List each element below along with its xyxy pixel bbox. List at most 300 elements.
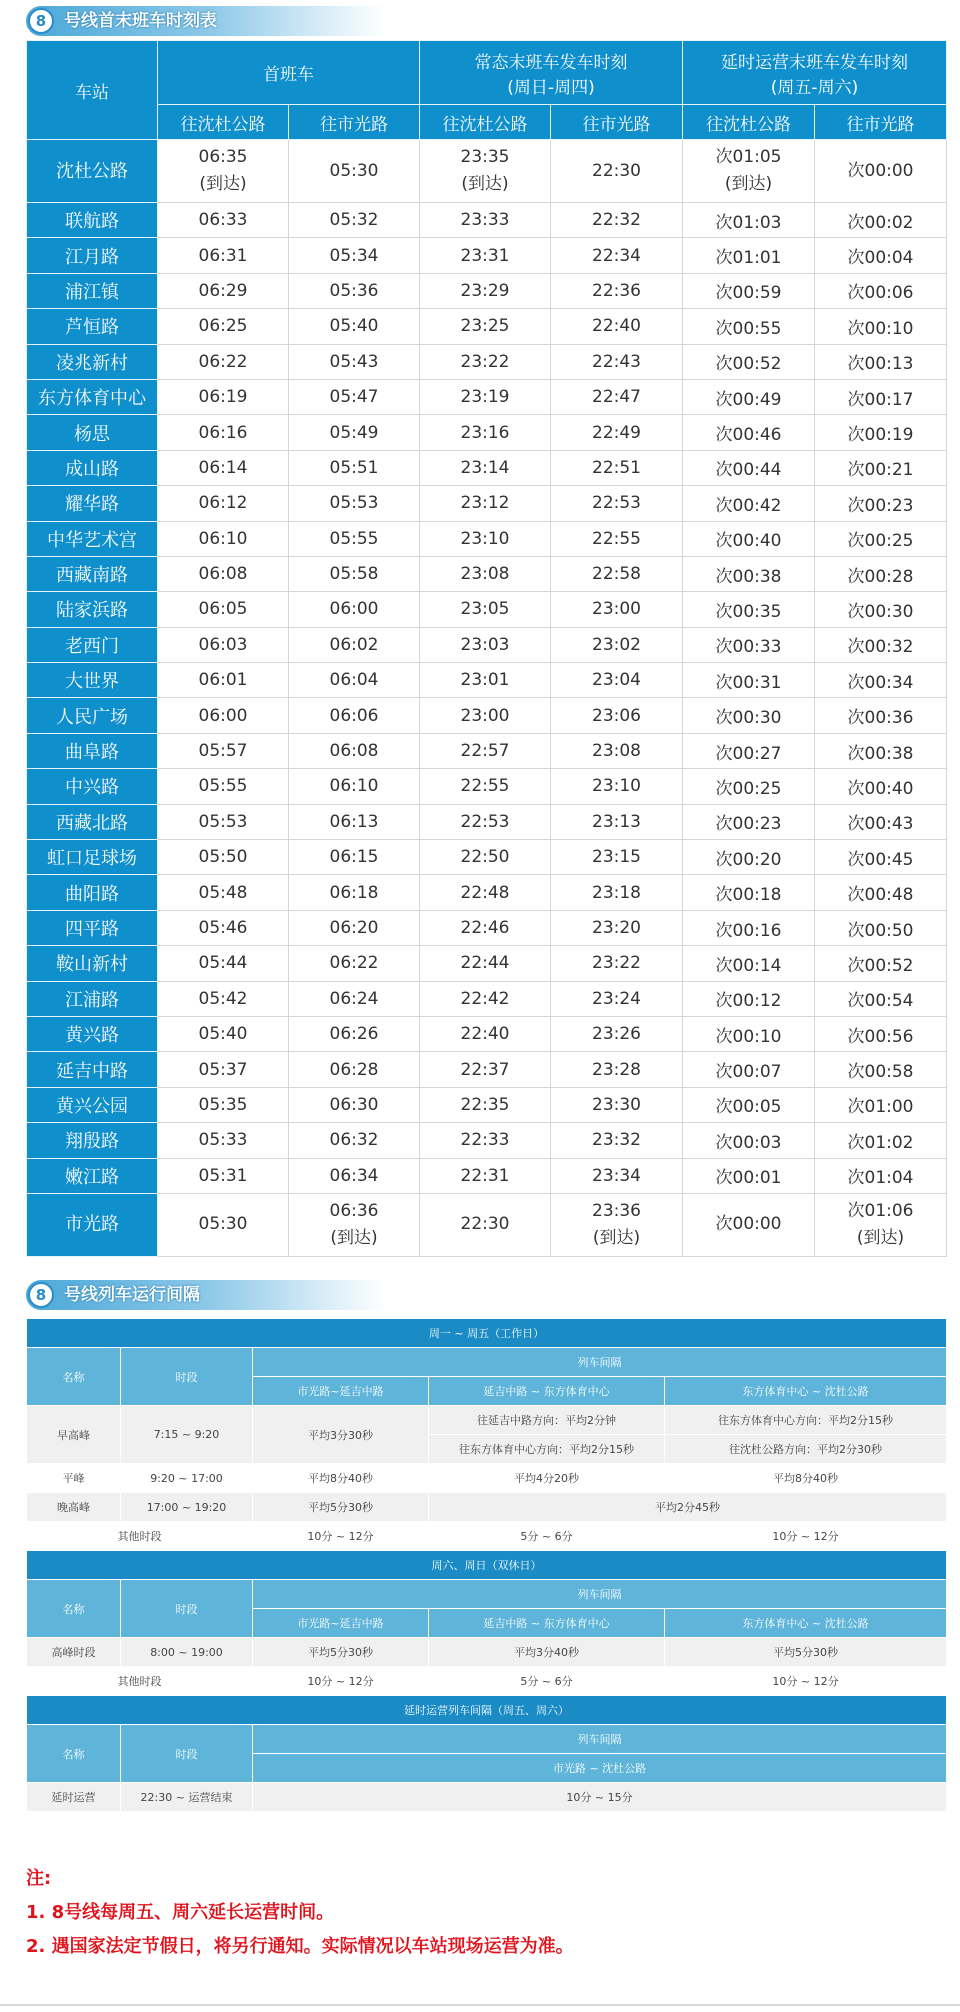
time-cell: [815, 379, 947, 414]
time-cell: [289, 1158, 420, 1193]
pm-peak-name: 晚高峰: [27, 1493, 121, 1522]
time-value: 05:51: [329, 457, 379, 478]
time-value: 23:06: [592, 705, 641, 726]
am-peak-seg3-a: 往东方体育中心方向：平均2分15秒: [665, 1406, 947, 1435]
time-value: 06:26: [329, 1024, 379, 1045]
time-value: 06:02: [329, 634, 379, 655]
am-peak-seg2-a: 往延吉中路方向：平均2分钟: [429, 1406, 665, 1435]
time-cell: [815, 875, 947, 910]
train-interval-table: [26, 1318, 947, 1812]
pm-peak-seg1: 平均5分30秒: [253, 1493, 429, 1522]
table-row: [27, 804, 947, 839]
time-value: 22:57: [460, 741, 510, 762]
time-cell: [551, 238, 683, 273]
time-value: 次00:30: [715, 708, 782, 729]
time-value: 22:50: [460, 847, 510, 868]
weekday-interval-header: 列车间隔: [253, 1348, 947, 1377]
time-cell: [551, 203, 683, 238]
time-cell: [158, 627, 289, 662]
time-cell: [420, 1016, 551, 1051]
time-value: 05:35: [198, 1094, 248, 1115]
mid-time: 9:20 ~ 17:00: [121, 1464, 253, 1493]
timetable-title-bar: [26, 6, 386, 36]
header-extended-last: 延时运营末班车发车时刻 (周五-周六): [683, 41, 947, 105]
time-value: 22:42: [460, 988, 510, 1009]
time-cell: [551, 840, 683, 875]
time-value: 06:10: [329, 776, 379, 797]
time-value: 次00:16: [715, 920, 782, 941]
time-value: 22:33: [460, 1130, 510, 1151]
time-cell: [158, 663, 289, 698]
time-value: 次01:05: [715, 147, 782, 167]
time-cell: [289, 140, 420, 203]
time-cell: [551, 556, 683, 591]
time-cell: [551, 946, 683, 981]
time-value: 次00:50: [847, 920, 914, 941]
time-value: 23:16: [460, 422, 510, 443]
interval-title: 号线列车运行间隔: [64, 1285, 200, 1305]
time-cell: [551, 1158, 683, 1193]
time-value: 次00:45: [847, 849, 914, 870]
header-to-shiguang-2: 往市光路: [551, 105, 683, 140]
time-cell: [158, 910, 289, 945]
station-name: 曲阳路: [27, 875, 158, 910]
time-value: 次00:00: [715, 1214, 782, 1235]
weekday-seg2: 延吉中路 ~ 东方体育中心: [429, 1377, 665, 1406]
time-value: 23:12: [460, 493, 510, 514]
time-value: 次01:00: [847, 1097, 914, 1118]
time-cell: [683, 592, 815, 627]
time-value: 次01:04: [847, 1168, 914, 1189]
time-value: 22:58: [592, 564, 641, 585]
time-value: 06:10: [198, 528, 248, 549]
time-value: 次00:27: [715, 743, 782, 764]
time-value: 06:00: [329, 599, 379, 620]
time-value: 次00:38: [847, 743, 914, 764]
time-value: 06:22: [329, 953, 379, 974]
time-value: 次00:34: [847, 672, 914, 693]
time-cell: [420, 981, 551, 1016]
table-row: [27, 663, 947, 698]
time-cell: [683, 486, 815, 521]
time-value: 05:49: [329, 422, 379, 443]
weekday-seg1: 市光路~延吉中路: [253, 1377, 429, 1406]
time-value: 23:08: [460, 564, 510, 585]
interval-title-bar: [26, 1280, 386, 1310]
header-to-shendu-2: 往沈杜公路: [420, 105, 551, 140]
am-peak-seg3-b: 往沈杜公路方向：平均2分30秒: [665, 1435, 947, 1464]
time-cell: [158, 804, 289, 839]
station-name: 四平路: [27, 910, 158, 945]
time-cell: [289, 592, 420, 627]
arrival-note: (到达): [724, 174, 773, 194]
extended-seg: 市光路 ~ 沈杜公路: [253, 1754, 947, 1783]
time-cell: [420, 140, 551, 203]
time-value: 次00:03: [715, 1132, 782, 1153]
weekday-other-name: 其他时段: [27, 1522, 253, 1551]
time-value: 22:53: [592, 493, 641, 514]
time-cell: [551, 273, 683, 308]
time-cell: [683, 140, 815, 203]
station-name: 人民广场: [27, 698, 158, 733]
time-value: 次00:07: [715, 1062, 782, 1083]
station-name: 沈杜公路: [27, 140, 158, 203]
time-cell: [420, 1193, 551, 1256]
time-cell: [158, 238, 289, 273]
time-value: 05:58: [329, 564, 379, 585]
time-value: 次00:18: [715, 885, 782, 906]
time-value: 23:03: [460, 634, 510, 655]
time-cell: [289, 1016, 420, 1051]
time-value: 23:24: [592, 988, 641, 1009]
weekend-peak-name: 高峰时段: [27, 1638, 121, 1667]
time-cell: [815, 804, 947, 839]
time-value: 23:28: [592, 1059, 641, 1080]
time-cell: [158, 946, 289, 981]
time-value: 06:18: [329, 882, 379, 903]
extended-value: 10分 ~ 15分: [253, 1783, 947, 1812]
time-cell: [815, 769, 947, 804]
time-value: 06:29: [198, 280, 248, 301]
time-value: 23:15: [592, 847, 641, 868]
time-value: 次00:28: [847, 566, 914, 587]
arrival-note: (到达): [199, 174, 247, 194]
time-cell: [289, 450, 420, 485]
time-value: 次00:02: [847, 212, 914, 233]
time-cell: [420, 203, 551, 238]
timetable-title: 号线首末班车时刻表: [64, 11, 217, 31]
time-cell: [420, 415, 551, 450]
line-8-badge: 8: [28, 1282, 54, 1308]
station-name: 翔殷路: [27, 1123, 158, 1158]
time-value: 23:32: [592, 1130, 641, 1151]
time-cell: [420, 1052, 551, 1087]
weekend-other-seg2: 5分 ~ 6分: [429, 1667, 665, 1696]
extended-time: 22:30 ~ 运营结束: [121, 1783, 253, 1812]
time-value: 次00:05: [715, 1097, 782, 1118]
time-cell: [289, 769, 420, 804]
station-name: 老西门: [27, 627, 158, 662]
time-value: 05:40: [198, 1024, 248, 1045]
time-cell: [551, 1016, 683, 1051]
time-value: 次00:58: [847, 1062, 914, 1083]
table-row: [27, 769, 947, 804]
extended-band: 延时运营列车间隔（周五、周六）: [27, 1696, 947, 1725]
time-value: 23:00: [460, 705, 510, 726]
time-cell: [683, 450, 815, 485]
time-value: 23:29: [460, 280, 510, 301]
time-value: 次00:40: [715, 531, 782, 552]
time-value: 06:36: [329, 1200, 379, 1221]
time-cell: [683, 627, 815, 662]
time-cell: [420, 1123, 551, 1158]
time-cell: [683, 804, 815, 839]
time-cell: [551, 663, 683, 698]
time-cell: [158, 1052, 289, 1087]
time-cell: [420, 840, 551, 875]
station-name: 大世界: [27, 663, 158, 698]
extended-interval-header: 列车间隔: [253, 1725, 947, 1754]
time-cell: [158, 1016, 289, 1051]
table-row: [27, 875, 947, 910]
weekday-other-seg1: 10分 ~ 12分: [253, 1522, 429, 1551]
time-cell: [158, 1123, 289, 1158]
time-cell: [289, 344, 420, 379]
am-peak-name: 早高峰: [27, 1406, 121, 1464]
time-cell: [551, 1123, 683, 1158]
time-value: 22:40: [592, 316, 641, 337]
header-station: 车站: [27, 41, 158, 140]
time-cell: [815, 203, 947, 238]
time-value: 06:30: [329, 1094, 379, 1115]
header-to-shiguang-1: 往市光路: [289, 105, 420, 140]
time-value: 次00:21: [847, 460, 914, 481]
arrival-note: (到达): [330, 1227, 378, 1248]
time-cell: [683, 663, 815, 698]
time-cell: [158, 1158, 289, 1193]
line-8-badge: 8: [28, 8, 54, 34]
time-cell: [158, 203, 289, 238]
table-row: [27, 1087, 947, 1122]
time-cell: [815, 981, 947, 1016]
time-value: 23:14: [460, 457, 510, 478]
time-cell: [683, 1052, 815, 1087]
time-cell: [158, 698, 289, 733]
time-cell: [683, 981, 815, 1016]
time-value: 次00:40: [847, 778, 914, 799]
time-value: 次00:25: [847, 531, 914, 552]
time-cell: [815, 309, 947, 344]
time-cell: [815, 1016, 947, 1051]
time-cell: [420, 698, 551, 733]
weekday-other-seg2: 5分 ~ 6分: [429, 1522, 665, 1551]
arrival-note: (到达): [592, 1227, 641, 1248]
time-value: 次00:44: [715, 460, 782, 481]
time-value: 05:37: [198, 1059, 248, 1080]
time-cell: [420, 521, 551, 556]
time-cell: [815, 140, 947, 203]
table-row: [27, 1158, 947, 1193]
time-cell: [158, 840, 289, 875]
time-cell: [420, 1158, 551, 1193]
time-cell: [815, 1193, 947, 1256]
time-cell: [289, 415, 420, 450]
time-value: 次00:23: [715, 814, 782, 835]
time-value: 23:04: [592, 670, 641, 691]
time-value: 22:44: [460, 953, 510, 974]
time-cell: [683, 415, 815, 450]
table-row: [27, 1052, 947, 1087]
time-value: 05:33: [198, 1130, 248, 1151]
time-value: 次01:01: [715, 248, 782, 269]
time-value: 23:18: [592, 882, 641, 903]
time-cell: [289, 273, 420, 308]
extended-name: 延时运营: [27, 1783, 121, 1812]
time-value: 23:01: [460, 670, 510, 691]
time-value: 次00:30: [847, 601, 914, 622]
time-value: 23:31: [460, 245, 510, 266]
weekend-other-seg3: 10分 ~ 12分: [665, 1667, 947, 1696]
station-name: 市光路: [27, 1193, 158, 1256]
time-cell: [420, 627, 551, 662]
time-cell: [683, 1193, 815, 1256]
pm-peak-time: 17:00 ~ 19:20: [121, 1493, 253, 1522]
time-value: 次00:31: [715, 672, 782, 693]
station-name: 中兴路: [27, 769, 158, 804]
time-cell: [158, 344, 289, 379]
table-row: [27, 627, 947, 662]
time-value: 次00:42: [715, 495, 782, 516]
time-cell: [815, 1123, 947, 1158]
time-cell: [420, 556, 551, 591]
station-name: 鞍山新村: [27, 946, 158, 981]
time-cell: [815, 1158, 947, 1193]
mid-name: 平峰: [27, 1464, 121, 1493]
time-value: 06:06: [329, 705, 379, 726]
time-cell: [815, 840, 947, 875]
time-cell: [683, 910, 815, 945]
time-value: 23:26: [592, 1024, 641, 1045]
time-cell: [815, 592, 947, 627]
time-cell: [683, 875, 815, 910]
table-row: [27, 344, 947, 379]
time-value: 06:15: [329, 847, 379, 868]
time-value: 23:20: [592, 918, 641, 938]
time-value: 23:13: [592, 811, 641, 832]
time-value: 06:22: [198, 351, 248, 372]
time-cell: [683, 698, 815, 733]
time-cell: [420, 344, 551, 379]
time-value: 次00:32: [847, 637, 914, 658]
time-cell: [158, 1193, 289, 1256]
time-cell: [420, 804, 551, 839]
time-value: 06:05: [198, 599, 248, 620]
time-cell: [420, 663, 551, 698]
time-value: 05:30: [329, 160, 379, 181]
weekday-name-header: 名称: [27, 1348, 121, 1406]
time-cell: [551, 698, 683, 733]
pm-peak-seg23: 平均2分45秒: [429, 1493, 947, 1522]
extended-name-header: 名称: [27, 1725, 121, 1783]
time-value: 23:34: [592, 1165, 641, 1186]
time-value: 06:14: [198, 457, 248, 478]
time-value: 次00:43: [847, 814, 914, 835]
time-cell: [551, 627, 683, 662]
table-row: [27, 981, 947, 1016]
time-value: 次00:13: [847, 354, 914, 375]
time-cell: [289, 379, 420, 414]
time-cell: [683, 733, 815, 768]
station-name: 黄兴路: [27, 1016, 158, 1051]
time-value: 06:01: [198, 670, 248, 691]
time-cell: [683, 556, 815, 591]
station-name: 芦恒路: [27, 309, 158, 344]
time-value: 06:31: [198, 245, 248, 266]
time-cell: [420, 946, 551, 981]
time-value: 23:33: [460, 210, 510, 231]
time-value: 次00:10: [847, 318, 914, 339]
table-row: [27, 592, 947, 627]
time-value: 05:36: [329, 280, 379, 301]
table-row: [27, 238, 947, 273]
time-cell: [683, 769, 815, 804]
time-cell: [289, 1193, 420, 1256]
table-row: [27, 309, 947, 344]
time-value: 22:48: [460, 882, 510, 903]
time-cell: [420, 309, 551, 344]
time-cell: [551, 592, 683, 627]
weekend-peak-seg2: 平均3分40秒: [429, 1638, 665, 1667]
mid-seg2: 平均4分20秒: [429, 1464, 665, 1493]
time-value: 05:55: [198, 776, 248, 797]
time-value: 次00:19: [847, 425, 914, 446]
table-row: [27, 486, 947, 521]
time-cell: [683, 1123, 815, 1158]
time-cell: [815, 273, 947, 308]
time-value: 05:50: [198, 847, 248, 868]
station-name: 凌兆新村: [27, 344, 158, 379]
time-value: 次00:20: [715, 849, 782, 870]
time-cell: [683, 946, 815, 981]
station-name: 江浦路: [27, 981, 158, 1016]
time-cell: [420, 486, 551, 521]
time-cell: [683, 1016, 815, 1051]
time-cell: [815, 1052, 947, 1087]
table-row: [27, 203, 947, 238]
time-value: 22:46: [460, 918, 510, 938]
station-name: 江月路: [27, 238, 158, 273]
time-cell: [551, 1087, 683, 1122]
time-cell: [551, 450, 683, 485]
time-cell: [158, 309, 289, 344]
table-row: [27, 946, 947, 981]
table-row: [27, 415, 947, 450]
time-value: 22:37: [460, 1059, 510, 1080]
time-cell: [551, 1052, 683, 1087]
time-value: 05:34: [329, 245, 379, 266]
time-cell: [420, 769, 551, 804]
time-cell: [158, 769, 289, 804]
time-value: 次00:01: [715, 1168, 782, 1189]
time-value: 06:25: [198, 316, 248, 337]
station-name: 西藏北路: [27, 804, 158, 839]
time-cell: [289, 1087, 420, 1122]
time-value: 23:02: [592, 634, 641, 655]
time-value: 次00:12: [715, 991, 782, 1012]
time-value: 05:53: [198, 811, 248, 832]
station-name: 杨思: [27, 415, 158, 450]
time-value: 23:30: [592, 1094, 641, 1115]
mid-seg3: 平均8分40秒: [665, 1464, 947, 1493]
weekday-other-seg3: 10分 ~ 12分: [665, 1522, 947, 1551]
time-cell: [683, 1158, 815, 1193]
table-row: [27, 379, 947, 414]
header-first-train: 首班车: [158, 41, 420, 105]
time-value: 次00:38: [715, 566, 782, 587]
time-cell: [815, 946, 947, 981]
time-value: 22:40: [460, 1024, 510, 1045]
time-value: 06:12: [198, 493, 248, 514]
time-value: 06:03: [198, 634, 248, 655]
time-cell: [289, 203, 420, 238]
time-value: 次00:36: [847, 708, 914, 729]
time-cell: [815, 910, 947, 945]
time-cell: [815, 486, 947, 521]
time-value: 次00:14: [715, 955, 782, 976]
table-row: [27, 698, 947, 733]
time-value: 05:55: [329, 528, 379, 549]
time-cell: [683, 840, 815, 875]
